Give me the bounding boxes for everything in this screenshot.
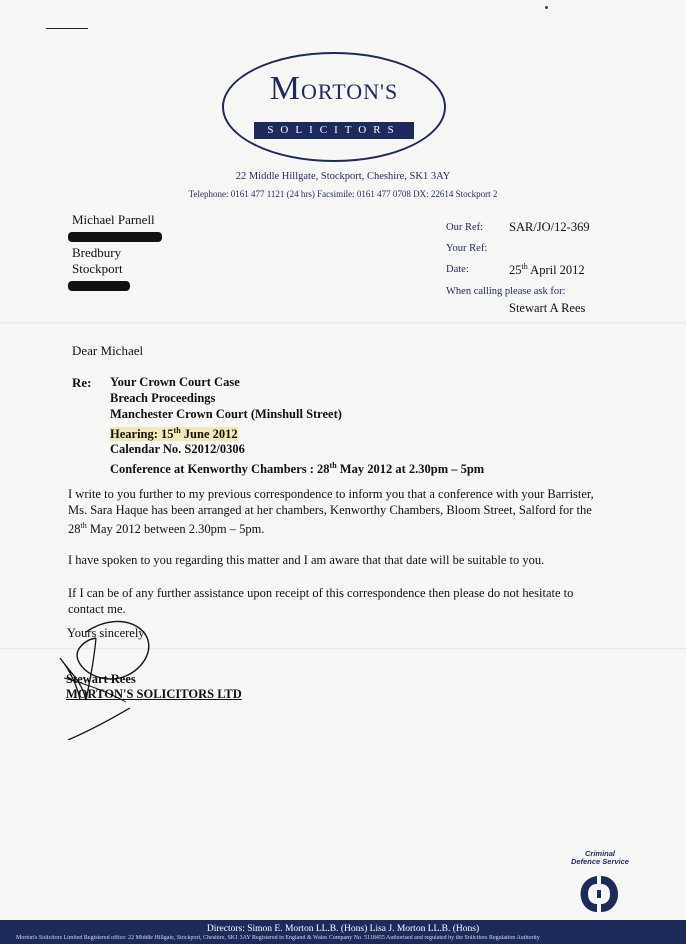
your-ref-label: Your Ref:: [446, 243, 488, 254]
your-ref-row: [446, 243, 487, 264]
reference-block: [446, 220, 590, 315]
signer-firm: MORTON'S SOLICITORS LTD: [66, 687, 242, 701]
subject-line-conference: Conference at Kenworthy Chambers : 28th May 2012 at 2.30pm – 5pm: [110, 461, 485, 477]
our-ref-row: [446, 220, 590, 243]
recipient-town: Stockport: [72, 261, 123, 276]
subject-label: Re:: [72, 375, 92, 390]
date-value: 25th April 2012: [509, 262, 585, 278]
firm-contact: Telephone: 0161 477 1121 (24 hrs) Facsimile: 0161 477 0708 DX: 22614 Stockport 2: [188, 189, 498, 199]
subject-line-case: Your Crown Court Case: [110, 375, 240, 389]
subject-line-calendar: Calendar No. S2012/0306: [110, 442, 245, 457]
recipient-locality: Bredbury: [72, 244, 122, 260]
firm-address: 22 Middle Hillgate, Stockport, Cheshire, SK1 3AY: [235, 171, 451, 182]
footer-directors: Directors: Simon E. Morton LL.B. (Hons) Lisa J. Morton LL.B. (Hons): [206, 924, 480, 934]
body-paragraph-1: I write to you further to my previous correspondence to inform you that a conference with your Barrister, Ms. Sara Haque has been arranged at her chambers, Kenworthy Chambers, Bloom Street, Salford for the 28th May 2012 between 2.30pm – 5pm.: [68, 487, 594, 537]
date-row: [446, 262, 585, 285]
ink-dot: [545, 6, 548, 9]
logo-rest: ORTON'S: [300, 79, 399, 104]
signatory: [66, 672, 242, 702]
redaction-bar: [68, 232, 162, 242]
pen-mark: [46, 28, 88, 29]
date-label: Date:: [446, 264, 469, 275]
subject-line-proceedings: Breach Proceedings: [110, 390, 216, 405]
subject-line-hearing: Hearing: 15th June 2012: [110, 425, 238, 441]
logo-initial: M: [269, 70, 301, 107]
our-ref-label: Our Ref:: [446, 222, 484, 233]
body-paragraph-2: I have spoken to you regarding this matter and I am aware that that date will be suitable to you.: [68, 553, 545, 567]
ask-for-name: Stewart A Rees: [509, 301, 586, 315]
paper-fold-top: [0, 322, 686, 324]
subject-block: [110, 375, 484, 478]
logo-subtitle: SOLICITORS: [254, 122, 414, 139]
recipient-name: Michael Parnell: [72, 212, 155, 227]
footer-registration: Morton's Solicitors Limited Registered office: 22 Middle Hillgate, Stockport, Cheshire, SK1 3AY Registered in England & Wales Company No. 5118455 Authorised and regulated by the Solicitors Regulation Authority: [16, 935, 540, 941]
salutation: Dear Michael: [72, 343, 144, 358]
redaction-bar: [68, 281, 130, 291]
our-ref-value: SAR/JO/12-369: [509, 220, 590, 234]
logo-wordmark: [224, 70, 444, 108]
cds-wordmark: Criminal Defence Service: [571, 849, 629, 866]
subject-line-court: Manchester Crown Court (Minshull Street): [110, 406, 342, 421]
mortons-logo: [222, 52, 446, 162]
valediction: Yours sincerely: [67, 626, 145, 640]
body-paragraph-3: If I can be of any further assistance upon receipt of this correspondence then please do not hesitate to contact me.: [68, 586, 574, 616]
signer-name: Stewart Rees: [66, 672, 136, 686]
criminal-defence-service-logo: [577, 872, 621, 916]
footer-bar: [0, 920, 686, 944]
ask-for-label: When calling please ask for:: [446, 286, 566, 297]
recipient-address: [72, 212, 162, 294]
